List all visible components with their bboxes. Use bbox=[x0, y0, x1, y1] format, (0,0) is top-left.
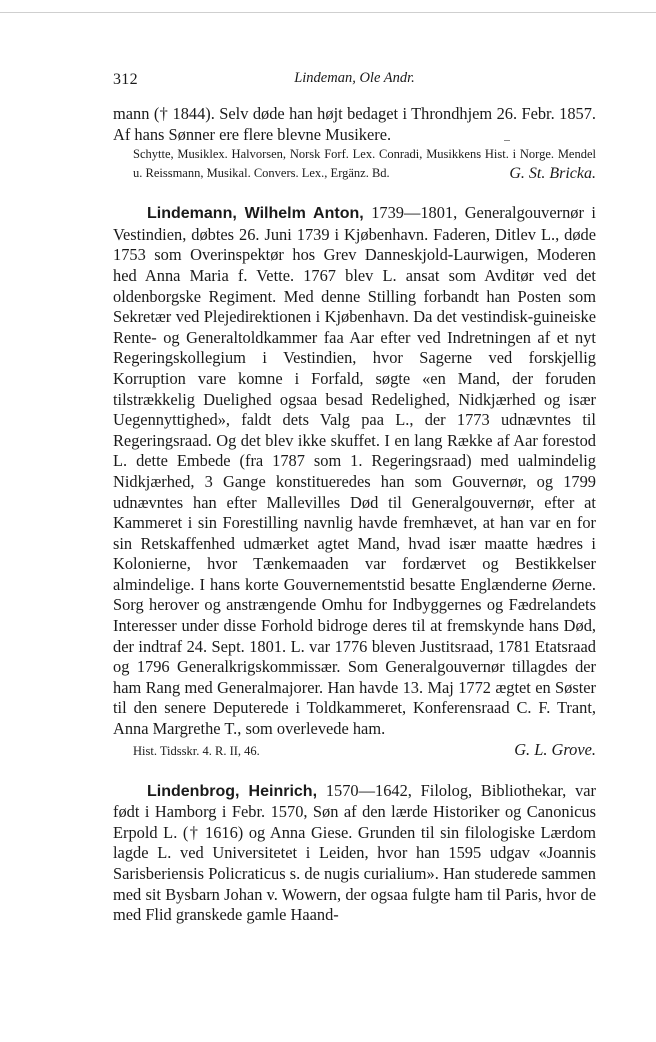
entry-lindemann bbox=[113, 203, 596, 760]
entry-references bbox=[113, 740, 596, 761]
entry-text bbox=[113, 203, 596, 739]
entry-text bbox=[113, 781, 596, 926]
entry-lindenbrog bbox=[113, 781, 596, 926]
running-head bbox=[113, 62, 596, 88]
running-title: Lindeman, Ole Andr. bbox=[294, 70, 415, 86]
continuation-text: mann († 1844). Selv døde han højt bedaget i Throndhjem 26. Febr. 1857. Af hans Sønner ere flere blevne Musikere. bbox=[113, 104, 596, 144]
continuation-entry bbox=[113, 104, 596, 183]
page bbox=[113, 62, 596, 926]
entry-body: 1739—1801, Generalgouvernør i Vestindien, døbtes 26. Juni 1739 i Kjøbenhavn. Faderen, Ditlev L., døde 1753 som Overinspektør hos Grev Danneskjold-Laurwigen, Moderen hed Anna Maria f. Vette. 1767 blev L. ansat som Avditør ved det oldenborgske Regiment. Med denne Stilling forbandt han Posten som Sekretær ved Plejedirektionen i Kjøbenhavn. Da det vestindisk-guineiske Rente- og Generaltoldkammer faa Aar efter ved Indretningen af et nyt Regeringskollegium i Vestindien, hvor Sagerne ved forskjellig Korruption vare komne i Forfald, søgte «en Mand, der foruden tilstrækkelig Duelighed ogsaa besad Redelighed, Nidkjærhed og især Uegennyttighed», faldt dets Valg paa L., der 1773 udnævntes til Regeringsraad. Og det blev ikke skuffet. I en lang Række af Aar forestod L. dette Embede (fra 1787 som 1. Regeringsraad) med ualmindelig Nidkjærhed, 3 Gange konstitueredes han som Gouvernør, og 1799 udnævntes han efter Mallevilles Død til Generalgouvernør, efter at Kammeret i sin Forestilling navnlig havde fremhævet, at han var en for sin Retskaffenhed udmærket agtet Mand, hvad især maatte hædres i Kolonierne, hvor Tænkemaaden var fordærvet og Bestikkelser almindelige. I hans korte Gouvernementstid besatte Englænderne Øerne. Sorg herover og anstrængende Omhu for Indbyggernes og Fædrelandets Interesser under disse Forhold bidroge deres til at fremskynde hans Død, der indtraf 24. Sept. 1801. L. var 1776 bleven Justitsraad, 1781 Etatsraad og 1796 Generalkrigskommissær. Som Generalgouvernør tillagdes der ham Rang med Generalmajorer. Han havde 13. Maj 1772 ægtet en Søster til den senere Deputerede i Toldkammeret, Konferensraad C. F. Trant, Anna Margrethe T., som overlevede ham. bbox=[113, 203, 596, 739]
entry-body: 1570—1642, Filolog, Bibliothekar, var født i Hamborg i Febr. 1570, Søn af den lærde Historiker og Canonicus Erpold L. († 1616) og Anna Giese. Grunden til sin filologiske Lærdom lagde L. ved Universitetet i Leiden, hvor han 1595 udgav «Joannis Sarisberiensis Policraticus s. de nugis curialium». Han studerede sammen med sit Bysbarn Johan v. Wowern, der ogsaa fulgte ham til Paris, hvor de med Flid granskede gamle Haand- bbox=[113, 780, 596, 925]
top-rule bbox=[0, 12, 656, 13]
author-signature: G. L. Grove. bbox=[514, 739, 596, 759]
reference-text: Hist. Tidsskr. 4. R. II, 46. bbox=[133, 743, 260, 758]
headword: Lindenbrog, Heinrich, bbox=[147, 782, 318, 800]
page-number: 312 bbox=[113, 71, 138, 88]
author-signature: G. St. Bricka. bbox=[509, 165, 596, 183]
continuation-references bbox=[113, 145, 596, 183]
headword: Lindemann, Wilhelm Anton, bbox=[147, 205, 364, 223]
reference-text: Schytte, Musiklex. Halvorsen, Norsk Forf. Lex. Conradi, Musikkens Hist. i Norge. Mendel u. Reissmann, Musikal. Convers. Lex., Ergänz. Bd. bbox=[133, 147, 596, 181]
